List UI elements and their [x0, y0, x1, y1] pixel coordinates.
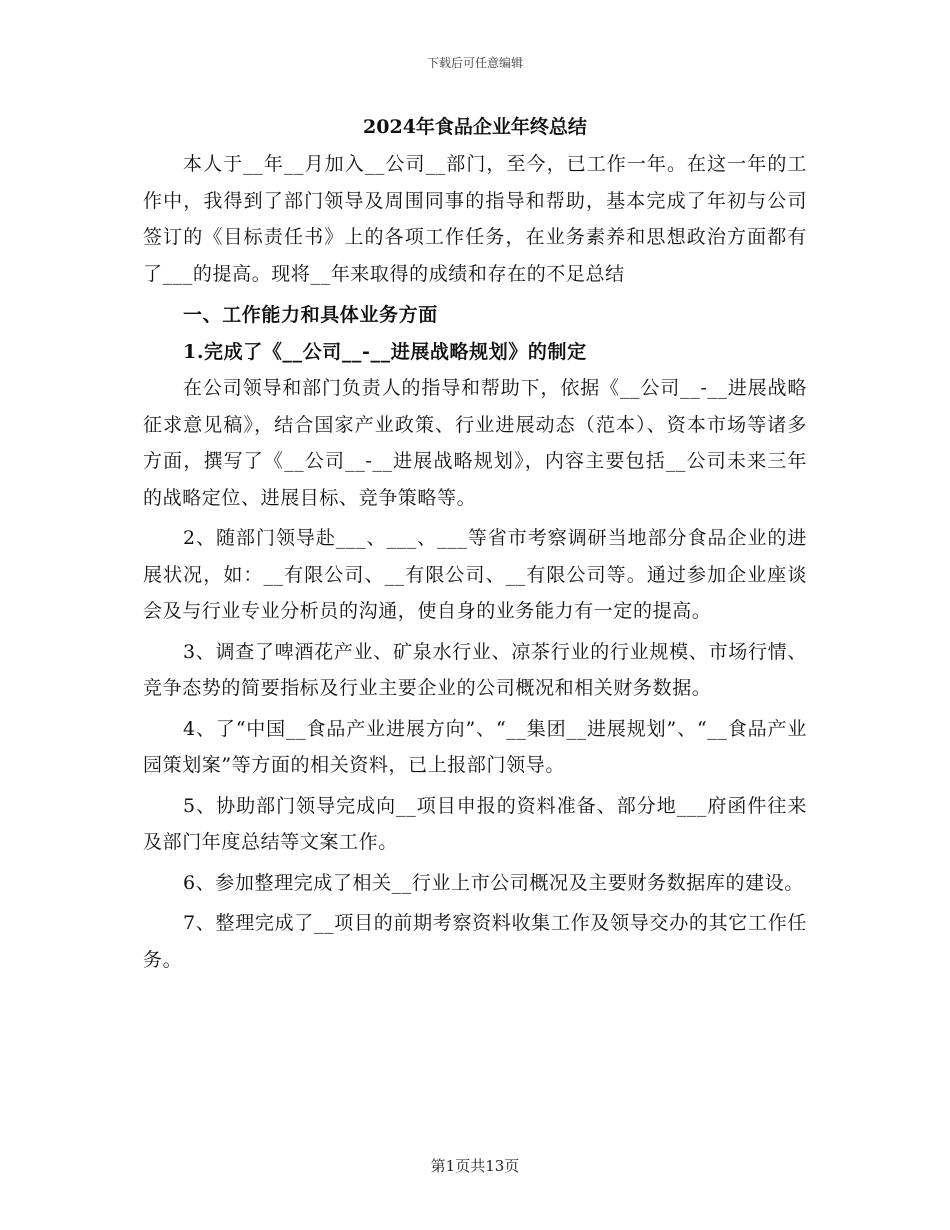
- page-number: 第1页共13页: [430, 1157, 520, 1175]
- section-heading: 一、工作能力和具体业务方面: [183, 304, 438, 326]
- paragraph-item-5: 5、协助部门领导完成向__项目申报的资料准备、部分地___府函件往来及部门年度总结等文案工作。: [143, 794, 807, 853]
- intro-paragraph: 本人于__年__月加入__公司__部门，至今，已工作一年。在这一年的工作中，我得到了部门领导及周围同事的指导和帮助，基本完成了年初与公司签订的《目标责任书》上的各项工作任务，在业务素养和思想政治方面都有了___的提高。现将__年来取得的成绩和存在的不足总结: [143, 153, 807, 285]
- paragraph-item-4: 4、了“中国__食品产业进展方向”、“__集团__进展规划”、“__食品产业园策划案”等方面的相关资料，已上报部门领导。: [143, 717, 807, 776]
- paragraph-strategy: 在公司领导和部门负责人的指导和帮助下，依据《__公司__-__进展战略征求意见稿》，结合国家产业政策、行业进展动态（范本）、资本市场等诸多方面，撰写了《__公司__-__进展战略规划》，内容主要包括__公司未来三年的战略定位、进展目标、竞争策略等。: [143, 377, 807, 509]
- paragraph-item-6: 6、参加整理完成了相关__行业上市公司概况及主要财务数据库的建设。: [183, 871, 804, 894]
- header-note: 下载后可任意编辑: [426, 56, 523, 70]
- document-body: [143, 108, 807, 978]
- document-title: 2024年食品企业年终总结: [363, 116, 587, 138]
- subsection-heading: 1.完成了《__公司__-__进展战略规划》的制定: [183, 340, 587, 363]
- paragraph-item-2: 2、随部门领导赴___、___、___等省市考察调研当地部分食品企业的进展状况，如：__有限公司、__有限公司、__有限公司等。通过参加企业座谈会及与行业专业分析员的沟通，使自身的业务能力有一定的提高。: [143, 527, 807, 622]
- paragraph-item-7: 7、整理完成了__项目的前期考察资料收集工作及领导交办的其它工作任务。: [143, 912, 807, 971]
- paragraph-item-3: 3、调查了啤酒花产业、矿泉水行业、凉茶行业的行业规模、市场行情、竞争态势的简要指标及行业主要企业的公司概况和相关财务数据。: [143, 640, 807, 699]
